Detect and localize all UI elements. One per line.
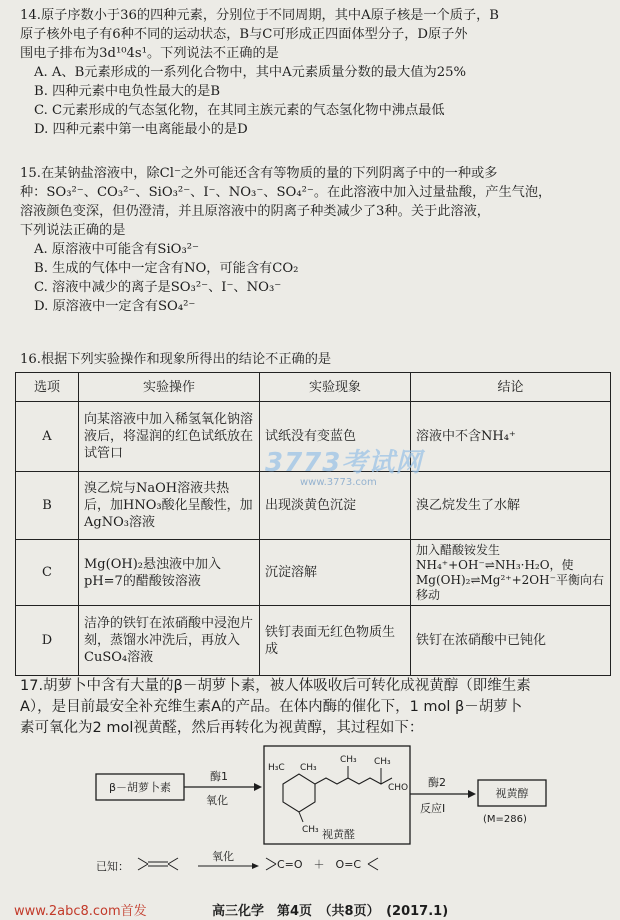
q14-option-a: A. A、B元素形成的一系列化合物中，其中A元素质量分数的最大值为25%	[34, 65, 467, 80]
row-option: D	[16, 606, 79, 676]
q17-stem: 17.胡萝卜中含有大量的β－胡萝卜素，被人体吸收后可转化成视黄醇（即维生素	[20, 678, 531, 694]
row-phenomenon: 出现淡黄色沉淀	[260, 472, 411, 540]
q15-option-c: C. 溶液中减少的离子是SO₃²⁻、I⁻、NO₃⁻	[34, 280, 282, 295]
row-conclusion: 溶液中不含NH₄⁺	[411, 402, 611, 472]
row-operation: 溴乙烷与NaOH溶液共热后，加HNO₃酸化呈酸性，加AgNO₃溶液	[79, 472, 260, 540]
q14-stem: 围电子排布为3d¹⁰4s¹。下列说法不正确的是	[20, 46, 279, 61]
row-operation: Mg(OH)₂悬浊液中加入pH=7的醋酸铵溶液	[79, 540, 260, 606]
bond-line	[138, 864, 148, 870]
header-option: 选项	[16, 373, 79, 402]
arrowhead-1	[254, 783, 262, 791]
question-14	[20, 6, 605, 139]
watermark-url: www.3773.com	[300, 477, 377, 488]
bond-line	[368, 864, 378, 870]
q15-stem: 15.在某钠盐溶液中，除Cl⁻之外可能还含有等物质的量的下列阴离子中的一种或多	[20, 166, 498, 181]
question-15	[20, 164, 605, 316]
enzyme-2-label: 酶2	[428, 776, 446, 789]
watermark-logo: 3773考试网	[265, 448, 423, 478]
known-label: 已知：	[96, 860, 129, 873]
experiment-table	[15, 372, 611, 676]
q15-stem: 种：SO₃²⁻、CO₃²⁻、SiO₃²⁻、I⁻、NO₃⁻、SO₄²⁻。在此溶液中加入过量盐酸，产生气泡，	[20, 185, 552, 200]
q14-option-c: C. C元素形成的气态氢化物，在其同主族元素的气态氢化物中沸点最低	[34, 103, 445, 118]
retinal-ring	[283, 774, 315, 812]
q15-option-a: A. 原溶液中可能含有SiO₃²⁻	[34, 242, 200, 257]
ch3-label: CH₃	[374, 757, 391, 767]
reaction-1-label: 反应Ⅰ	[420, 802, 446, 815]
bond-line	[266, 864, 276, 870]
row-operation: 向某溶液中加入稀氢氧化钠溶液后，将湿润的红色试纸放在试管口	[79, 402, 260, 472]
bond-line	[368, 858, 378, 864]
page-footer	[0, 898, 620, 920]
methyl-bond	[299, 812, 303, 822]
row-option: C	[16, 540, 79, 606]
bond-line	[266, 858, 276, 864]
known-oxidation-label: 氧化	[212, 850, 234, 863]
table-row	[16, 540, 611, 606]
molar-mass-label: (M=286)	[483, 814, 527, 825]
table-row	[16, 606, 611, 676]
row-phenomenon: 铁钉表面无红色物质生成	[260, 606, 411, 676]
page-number: 高三化学 第4页 （共8页） (2017.1)	[212, 904, 449, 919]
row-conclusion: 溴乙烷发生了水解	[411, 472, 611, 540]
ch3-label: CH₃	[302, 825, 319, 835]
ch3-label: CH₃	[300, 763, 317, 773]
carotene-label: β－胡萝卜素	[108, 781, 172, 794]
row-option: B	[16, 472, 79, 540]
question-17	[20, 676, 610, 739]
q14-stem: 原子核外电子有6种不同的运动状态，B与C可形成正四面体型分子，D原子外	[20, 27, 468, 42]
carbonyl-1: C=O ＋ O=C	[277, 858, 362, 871]
row-operation: 洁净的铁钉在浓硝酸中浸泡片刻，蒸馏水冲洗后，再放入CuSO₄溶液	[79, 606, 260, 676]
q16-stem: 16.根据下列实验操作和现象所得出的结论不正确的是	[20, 352, 332, 367]
question-16	[20, 350, 605, 369]
header-operation: 实验操作	[79, 373, 260, 402]
q15-option-d: D. 原溶液中一定含有SO₄²⁻	[34, 299, 196, 314]
header-conclusion: 结论	[411, 373, 611, 402]
table-header-row	[16, 373, 611, 402]
q17-stem: A），是目前最安全补充维生素A的产品。在体内酶的催化下，1 mol β－胡萝卜	[20, 699, 523, 715]
row-conclusion: 铁钉在浓硝酸中已钝化	[411, 606, 611, 676]
q15-option-b: B. 生成的气体中一定含有NO，可能含有CO₂	[34, 261, 299, 276]
h3c-label: H₃C	[268, 763, 285, 773]
q15-stem: 溶液颜色变深，但仍澄清，并且原溶液中的阴离子种类减少了3种。关于此溶液，	[20, 204, 490, 219]
retinal-chain	[315, 778, 392, 784]
q15-stem: 下列说法正确的是	[20, 223, 126, 238]
q14-stem: 14.原子序数小于36的四种元素，分别位于不同周期，其中A原子核是一个质子，B	[20, 8, 499, 23]
reaction-scheme	[0, 742, 620, 898]
arrowhead-2	[468, 790, 476, 798]
q14-option-d: D. 四种元素中第一电离能最小的是D	[34, 122, 248, 137]
row-phenomenon: 沉淀溶解	[260, 540, 411, 606]
row-phenomenon: 试纸没有变蓝色	[260, 402, 411, 472]
known-arrowhead	[252, 863, 259, 869]
oxidation-label: 氧化	[206, 794, 228, 807]
retinal-label: 视黄醛	[322, 828, 355, 841]
row-conclusion: 加入醋酸铵发生NH₄⁺+OH⁻⇌NH₃·H₂O，使Mg(OH)₂⇌Mg²⁺+2OH⁻平衡向右移动	[411, 540, 611, 606]
source-watermark: www.2abc8.com首发	[14, 904, 147, 919]
enzyme-1-label: 酶1	[210, 770, 228, 783]
row-option: A	[16, 402, 79, 472]
bond-line	[168, 864, 178, 870]
bond-line	[138, 858, 148, 864]
header-phenomenon: 实验现象	[260, 373, 411, 402]
cho-label: CHO	[388, 783, 409, 793]
retinol-label: 视黄醇	[495, 787, 529, 800]
q17-stem: 素可氧化为2 mol视黄醛，然后再转化为视黄醇，其过程如下：	[20, 720, 424, 736]
ch3-label: CH₃	[340, 755, 357, 765]
bond-line	[168, 858, 178, 864]
q14-option-b: B. 四种元素中电负性最大的是B	[34, 84, 221, 99]
